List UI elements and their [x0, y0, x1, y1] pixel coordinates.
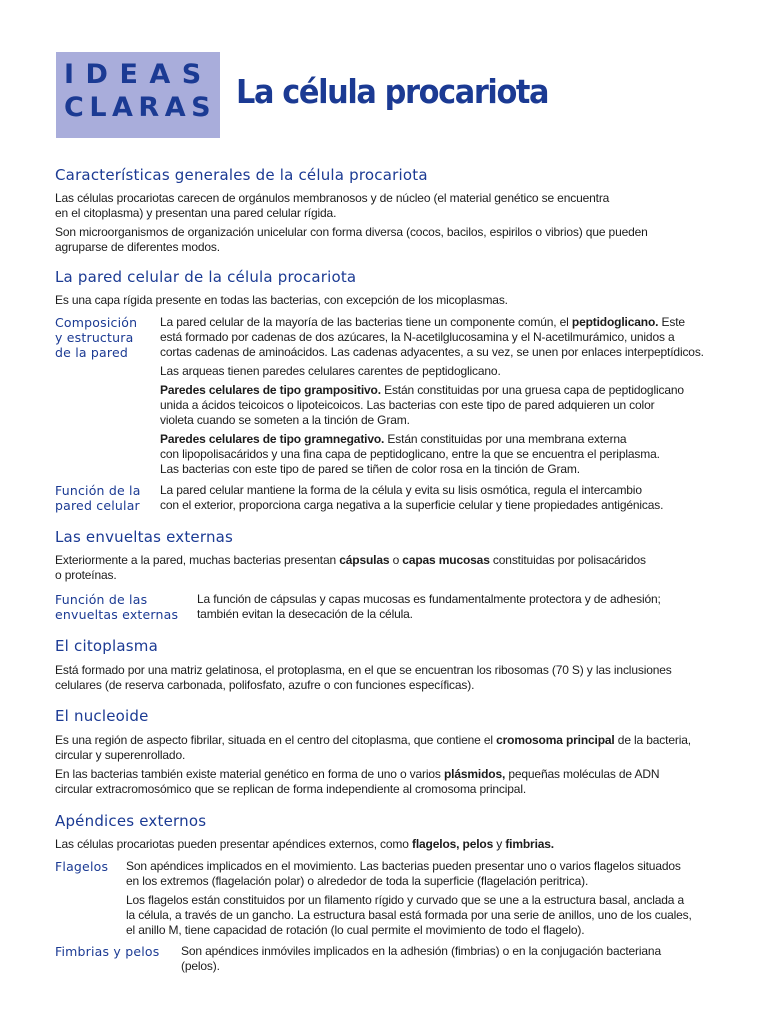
paragraph-line: celulares (de reserva carbonada, polifosfato, azufre o con funciones específicas). [55, 678, 475, 692]
term-flagella-pili: flagelos, pelos [412, 837, 494, 851]
flagella-label [55, 859, 126, 938]
section-general-text [55, 191, 715, 255]
paragraph-line: o proteínas. [55, 568, 117, 582]
paragraph-line: violeta cuando se someten a la tinción de Gram. [160, 413, 410, 427]
section-cytoplasm-text [55, 663, 715, 693]
paragraph-line: (pelos). [181, 959, 220, 973]
paragraph-line: Las células procariotas carecen de orgánulos membranosos y de núcleo (el material genético se encuentra [55, 191, 610, 205]
ideas-claras-badge [56, 52, 220, 138]
paragraph-line: circular y superenrollado. [55, 748, 186, 762]
label-line: Función de la [55, 483, 141, 498]
term-capsules: cápsulas [339, 553, 390, 567]
paragraph-line: con lipopolisacáridos y una fina capa de peptidoglicano, entre la que se encuentra el periplasma. [160, 447, 660, 461]
flagella-row [55, 859, 715, 938]
cell-wall-function-row [55, 483, 715, 513]
section-heading-general: Características generales de la célula procariota [55, 166, 428, 184]
term-grampositive: Paredes celulares de tipo grampositivo. [160, 383, 381, 397]
section-envelopes-text [55, 553, 715, 583]
section-heading-appendages: Apéndices externos [55, 812, 207, 830]
paragraph-line: en el citoplasma) y presentan una pared celular rígida. [55, 206, 337, 220]
fimbriae-text [181, 944, 715, 974]
cell-wall-function-label [55, 483, 160, 513]
fimbriae-row [55, 944, 715, 974]
paragraph-line: también evitan la desecación de la célula. [197, 607, 413, 621]
paragraph-line: La pared celular de la mayoría de las bacterias tiene un componente común, el peptidoglicano. Este [160, 315, 685, 329]
paragraph-line: Los flagelos están constituidos por un filamento rígido y curvado que se une a la estructura basal, anclada a [126, 893, 685, 907]
paragraph-line: Las bacterias con este tipo de pared se tiñen de color rosa en la tinción de Gram. [160, 462, 580, 476]
paragraph-line: Paredes celulares de tipo grampositivo. Están constituidas por una gruesa capa de peptidoglicano [160, 383, 684, 397]
paragraph-line: el anillo M, tiene capacidad de rotación (lo cual permite el movimiento de todo el flagelo). [126, 923, 585, 937]
paragraph-line: la célula, a través de un gancho. La estructura basal está formada por una serie de anillos, uno de los cuales, [126, 908, 692, 922]
label-line: y estructura [55, 330, 134, 345]
document-body [55, 164, 715, 974]
paragraph-line: Son apéndices implicados en el movimiento. Las bacterias pueden presentar uno o varios flagelos situados [126, 859, 681, 873]
composition-text [160, 315, 715, 477]
term-main-chromosome: cromosoma principal [496, 733, 615, 747]
label-line: Flagelos [55, 859, 109, 874]
section-heading-cell-wall: La pared celular de la célula procariota [55, 268, 357, 286]
term-gramnegative: Paredes celulares de tipo gramnegativo. [160, 432, 385, 446]
paragraph-line: Son apéndices inmóviles implicados en la adhesión (fimbrias) o en la conjugación bacteriana [181, 944, 661, 958]
paragraph-line: Es una región de aspecto fibrilar, situada en el centro del citoplasma, que contiene el cromosoma principal de la bacteria, [55, 733, 691, 747]
label-line: Composición [55, 315, 138, 330]
paragraph-line: con el exterior, proporciona carga negativa a la superficie celular y tiene propiedades antigénicas. [160, 498, 664, 512]
paragraph-line: Son microorganismos de organización unicelular con forma diversa (cocos, bacilos, espirilos o vibrios) que pueden [55, 225, 648, 239]
section-heading-nucleoid: El nucleoide [55, 707, 149, 725]
envelopes-function-row [55, 592, 715, 622]
paragraph-line: Las arqueas tienen paredes celulares carentes de peptidoglicano. [160, 364, 501, 378]
paragraph-line: agruparse de diferentes modos. [55, 240, 220, 254]
term-peptidoglycan: peptidoglicano. [571, 315, 659, 329]
paragraph-line: circular extracromosómico que se replican de forma independiente al cromosoma principal. [55, 782, 527, 796]
fimbriae-label [55, 944, 181, 974]
term-fimbriae: fimbrias. [505, 837, 554, 851]
label-line: de la pared [55, 345, 128, 360]
paragraph-line: La función de cápsulas y capas mucosas es fundamentalmente protectora y de adhesión; [197, 592, 661, 606]
section-heading-cytoplasm: El citoplasma [55, 637, 158, 655]
paragraph-line: La pared celular mantiene la forma de la célula y evita su lisis osmótica, regula el intercambio [160, 483, 642, 497]
badge-line-1: IDEAS [64, 59, 213, 90]
term-mucous-layers: capas mucosas [402, 553, 490, 567]
label-line: pared celular [55, 498, 140, 513]
term-plasmids: plásmidos, [443, 767, 506, 781]
paragraph-line: Exteriormente a la pared, muchas bacterias presentan cápsulas o capas mucosas constituidas por polisacáridos [55, 553, 646, 567]
label-line: envueltas externas [55, 607, 179, 622]
label-line: Función de las [55, 592, 148, 607]
cell-wall-function-text [160, 483, 715, 513]
envelopes-function-text [197, 592, 715, 622]
section-nucleoid-text [55, 733, 715, 797]
paragraph-line: Paredes celulares de tipo gramnegativo. Están constituidas por una membrana externa [160, 432, 627, 446]
composition-label [55, 315, 160, 477]
paragraph-line: Está formado por una matriz gelatinosa, el protoplasma, en el que se encuentran los ribosomas (70 S) y las inclusiones [55, 663, 672, 677]
label-line: Fimbrias y pelos [55, 944, 160, 959]
paragraph-line: en los extremos (flagelación polar) o alrededor de toda la superficie (flagelación peritrica). [126, 874, 589, 888]
paragraph-line: Es una capa rígida presente en todas las bacterias, con excepción de los micoplasmas. [55, 293, 508, 307]
envelopes-function-label [55, 592, 197, 622]
paragraph-line: cortas cadenas de aminoácidos. Las cadenas adyacentes, a su vez, se unen por enlaces interpeptídicos. [160, 345, 704, 359]
badge-line-2: CLARAS [64, 92, 217, 123]
page-title: La célula procariota [236, 72, 549, 111]
paragraph-line: Las células procariotas pueden presentar apéndices externos, como flagelos, pelos y fimbrias. [55, 837, 554, 851]
paragraph-line: unida a ácidos teicoicos o lipoteicoicos. Las bacterias con este tipo de pared adquieren un color [160, 398, 655, 412]
composition-row [55, 315, 715, 477]
paragraph-line: En las bacterias también existe material genético en forma de uno o varios plásmidos, pequeñas moléculas de ADN [55, 767, 660, 781]
paragraph-line: está formado por cadenas de dos azúcares, la N-acetilglucosamina y el N-acetilmurámico, unidos a [160, 330, 675, 344]
flagella-text [126, 859, 715, 938]
section-heading-envelopes: Las envueltas externas [55, 528, 234, 546]
